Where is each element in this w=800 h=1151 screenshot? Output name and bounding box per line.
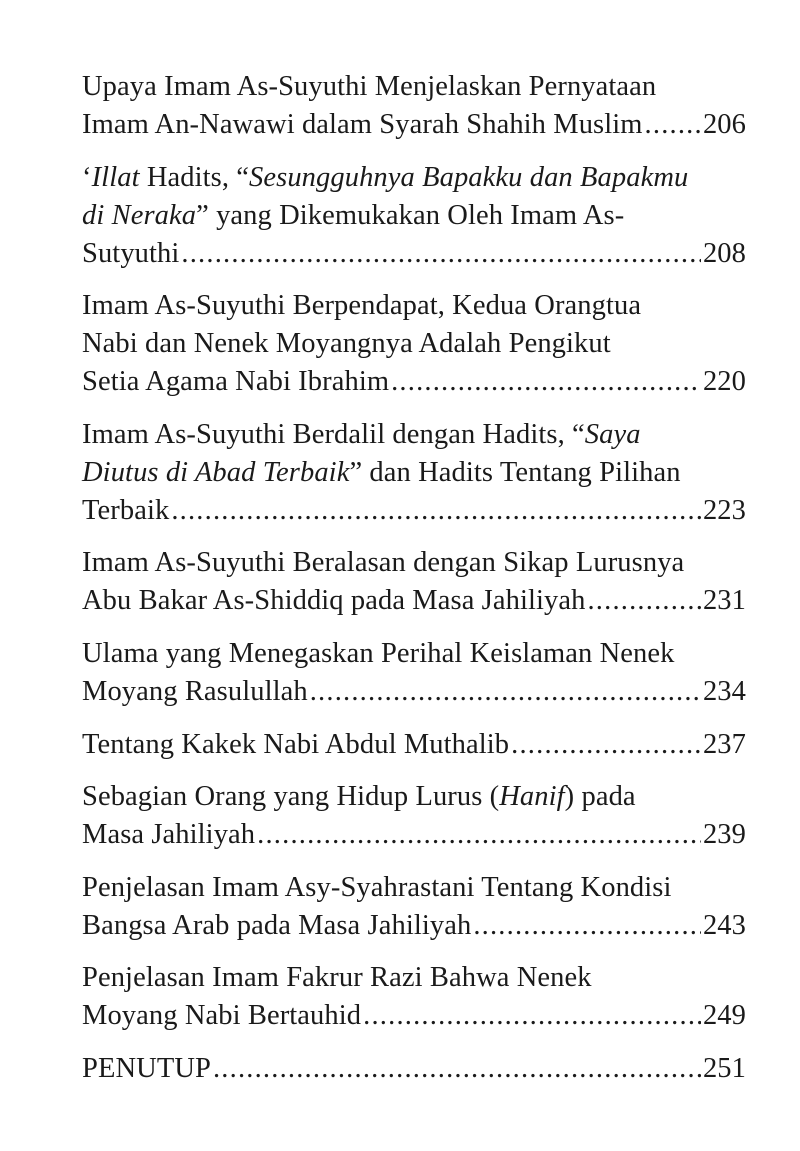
italic-term: Sesungguhnya Bapakku dan Bapakmu — [249, 161, 689, 193]
page-number: 220 — [702, 366, 746, 398]
text-run: ” dan Hadits Tentang Pilihan — [349, 456, 681, 488]
page-number: 251 — [702, 1052, 746, 1084]
toc-entry-line — [82, 907, 746, 945]
dot-leader — [391, 363, 701, 401]
toc-entry-line — [82, 325, 746, 363]
toc-entry-text — [82, 582, 585, 620]
text-run: Imam As-Suyuthi Berpendapat, Kedua Orangtua — [82, 290, 642, 322]
toc-entry — [82, 416, 746, 530]
toc-entry-line — [82, 673, 746, 711]
toc-entry-text — [82, 726, 509, 764]
text-run: Penjelasan Imam Asy-Syahrastani Tentang Kondisi — [82, 871, 672, 903]
toc-entry-text — [82, 200, 624, 231]
page-number: 231 — [702, 585, 746, 617]
dot-leader — [587, 582, 700, 620]
toc-entry-text — [82, 872, 672, 903]
text-run: Terbaik — [82, 494, 170, 526]
toc-entry-text — [82, 816, 255, 854]
text-run: Upaya Imam As-Suyuthi Menjelaskan Pernyataan — [82, 71, 657, 102]
toc-entry-line — [82, 582, 746, 620]
toc-entry — [82, 869, 746, 945]
toc-entry-text — [82, 290, 641, 321]
page-number: 239 — [702, 819, 746, 851]
toc-entry-line — [82, 197, 746, 235]
toc-entry — [82, 726, 746, 764]
italic-term: Illat — [91, 161, 140, 193]
toc-entry — [82, 159, 746, 273]
table-of-contents — [82, 68, 746, 1103]
page-number: 234 — [702, 675, 746, 707]
page-number: 223 — [702, 494, 746, 526]
dot-leader — [363, 997, 701, 1035]
italic-term: Hanif — [499, 781, 565, 813]
toc-entry-text — [82, 492, 169, 530]
toc-entry — [82, 778, 746, 854]
toc-entry-text — [82, 363, 389, 401]
page-number: 237 — [702, 728, 746, 760]
text-run: Imam As-Suyuthi Beralasan dengan Sikap Lurusnya — [82, 547, 685, 579]
toc-entry — [82, 1050, 746, 1088]
text-run: Sutyuthi — [82, 237, 180, 269]
toc-entry — [82, 544, 746, 620]
toc-entry-line — [82, 106, 746, 144]
toc-entry — [82, 635, 746, 711]
text-run: ‘ — [82, 161, 92, 193]
text-run: Bangsa Arab pada Masa Jahiliyah — [82, 909, 472, 941]
toc-entry-text — [82, 235, 179, 273]
toc-entry-text — [82, 781, 636, 812]
toc-entry-text — [82, 907, 471, 945]
toc-entry-line — [82, 726, 746, 764]
text-run: Tentang Kakek Nabi Abdul Muthalib — [82, 728, 510, 760]
page-number: 249 — [702, 1000, 746, 1032]
text-run: Penjelasan Imam Fakrur Razi Bahwa Nenek — [82, 962, 592, 994]
toc-entry-text — [82, 162, 688, 193]
toc-entry-text — [82, 457, 681, 488]
text-run: Setia Agama Nabi Ibrahim — [82, 366, 390, 398]
toc-entry-text — [82, 1050, 211, 1088]
toc-entry-line — [82, 159, 746, 197]
dot-leader — [511, 726, 701, 764]
dot-leader — [473, 907, 701, 945]
page-number: 243 — [702, 909, 746, 941]
toc-entry-line — [82, 816, 746, 854]
dot-leader — [171, 492, 701, 530]
italic-term: Diutus di Abad Terbaik — [82, 456, 350, 488]
toc-entry-text — [82, 962, 592, 993]
text-run: Imam As-Suyuthi Berdalil dengan Hadits, “ — [82, 418, 585, 450]
toc-entry — [82, 959, 746, 1035]
toc-entry-text — [82, 328, 611, 359]
text-run: ” yang Dikemukakan Oleh Imam As- — [196, 199, 625, 231]
dot-leader — [257, 816, 701, 854]
toc-entry-line — [82, 287, 746, 325]
text-run: Abu Bakar As-Shiddiq pada Masa Jahiliyah — [82, 585, 586, 617]
text-run: Masa Jahiliyah — [82, 819, 256, 851]
toc-entry-text — [82, 71, 656, 102]
toc-entry-line — [82, 635, 746, 673]
toc-entry-line — [82, 959, 746, 997]
toc-entry-text — [82, 547, 684, 578]
text-run: Sebagian Orang yang Hidup Lurus ( — [82, 781, 500, 813]
dot-leader — [181, 235, 701, 273]
text-run: ) pada — [564, 781, 636, 813]
text-run: Hadits, “ — [139, 161, 250, 193]
page-number: 208 — [702, 237, 746, 269]
toc-entry-line — [82, 454, 746, 492]
text-run: Imam An-Nawawi dalam Syarah Shahih Muslim — [82, 109, 643, 140]
toc-entry-line — [82, 68, 746, 106]
toc-entry-text — [82, 106, 643, 144]
dot-leader — [645, 106, 701, 144]
toc-entry-line — [82, 492, 746, 530]
toc-entry-line — [82, 416, 746, 454]
text-run: Moyang Nabi Bertauhid — [82, 1000, 362, 1032]
toc-entry-line — [82, 869, 746, 907]
italic-term: di Neraka — [82, 199, 197, 231]
toc-entry — [82, 287, 746, 401]
toc-entry-text — [82, 997, 361, 1035]
dot-leader — [310, 673, 701, 711]
text-run: Ulama yang Menegaskan Perihal Keislaman Nenek — [82, 637, 675, 669]
toc-entry — [82, 68, 746, 144]
toc-entry-line — [82, 544, 746, 582]
toc-entry-text — [82, 419, 641, 450]
toc-entry-line — [82, 1050, 746, 1088]
toc-entry-line — [82, 235, 746, 273]
italic-term: Saya — [584, 418, 641, 450]
toc-entry-text — [82, 638, 675, 669]
toc-entry-line — [82, 997, 746, 1035]
dot-leader — [213, 1050, 701, 1088]
toc-entry-line — [82, 778, 746, 816]
toc-entry-text — [82, 673, 308, 711]
page-number: 206 — [702, 109, 746, 140]
text-run: PENUTUP — [82, 1052, 211, 1084]
toc-entry-line — [82, 363, 746, 401]
text-run: Moyang Rasulullah — [82, 675, 308, 707]
text-run: Nabi dan Nenek Moyangnya Adalah Pengikut — [82, 328, 611, 360]
